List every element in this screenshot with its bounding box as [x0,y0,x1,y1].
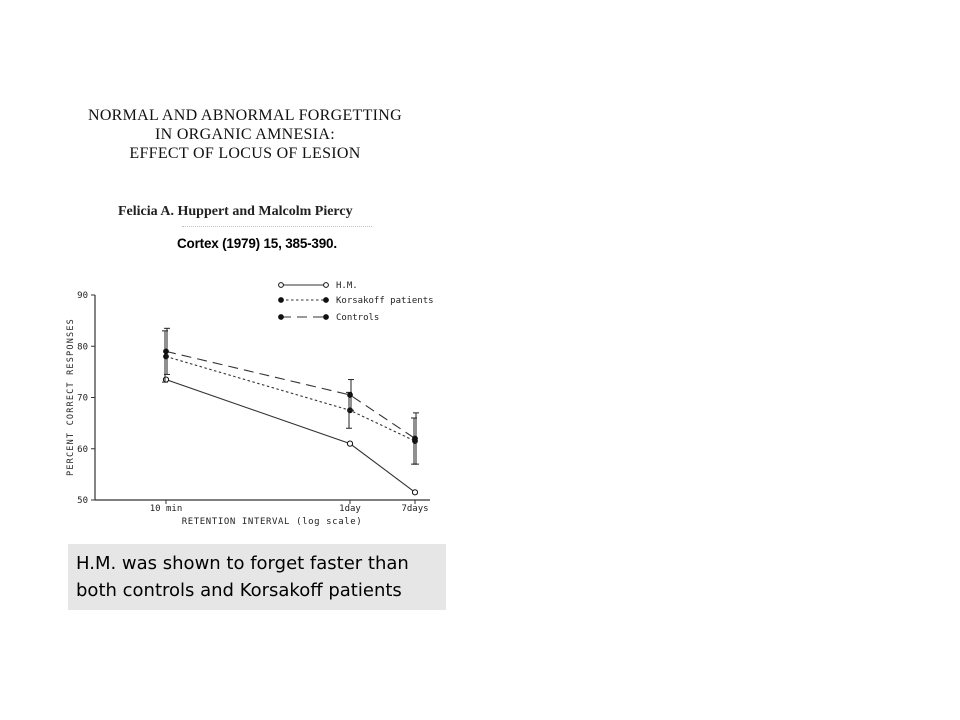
legend-label: Controls [336,313,380,323]
data-point [412,490,417,495]
legend-marker [324,315,329,320]
series-line [166,380,415,493]
x-tick-label: 1day [339,504,361,514]
chart-axes [95,295,430,500]
legend-marker [279,315,284,320]
y-ticks [77,291,95,506]
data-point [164,349,169,354]
paper-title-line-3: EFFECT OF LOCUS OF LESION [129,145,361,162]
caption-text: H.M. was shown to forget faster than both controls and Korsakoff patients [76,553,409,601]
data-point [347,441,352,446]
series-h-m- [163,377,417,495]
y-tick-label: 70 [77,393,88,404]
data-point [348,393,353,398]
y-tick-label: 50 [77,496,88,506]
paper-title-line-2: IN ORGANIC AMNESIA: [155,126,335,143]
paper-title-line-1: NORMAL AND ABNORMAL FORGETTING [87,107,403,124]
data-point [413,436,418,441]
x-tick-label: 10 min [149,504,183,514]
paper-citation: Cortex (1979) 15, 385-390. [177,236,337,251]
paper-authors: Felicia A. Huppert and Malcolm Piercy [118,204,353,219]
legend-marker [324,283,329,288]
legend-marker [279,298,284,303]
legend-label: H.M. [336,281,358,291]
series-korsakoff-patients [162,331,417,464]
series-line [166,357,415,442]
x-ticks [150,500,429,514]
series-line [166,351,415,438]
legend-marker [279,283,284,288]
x-axis-label: RETENTION INTERVAL (log scale) [181,517,363,527]
legend-label: Korsakoff patients [336,296,434,306]
y-tick-label: 60 [77,444,88,455]
y-tick-label: 90 [77,291,88,301]
caption-box [68,544,446,610]
data-point [164,354,169,359]
x-tick-label: 7days [401,504,429,514]
series-controls [164,328,419,464]
y-axis-label: PERCENT CORRECT RESPONSES [66,318,76,476]
chart-legend [279,281,434,323]
y-tick-label: 80 [77,342,88,353]
legend-marker [324,298,329,303]
series-layer [162,328,419,495]
data-point [163,377,168,382]
